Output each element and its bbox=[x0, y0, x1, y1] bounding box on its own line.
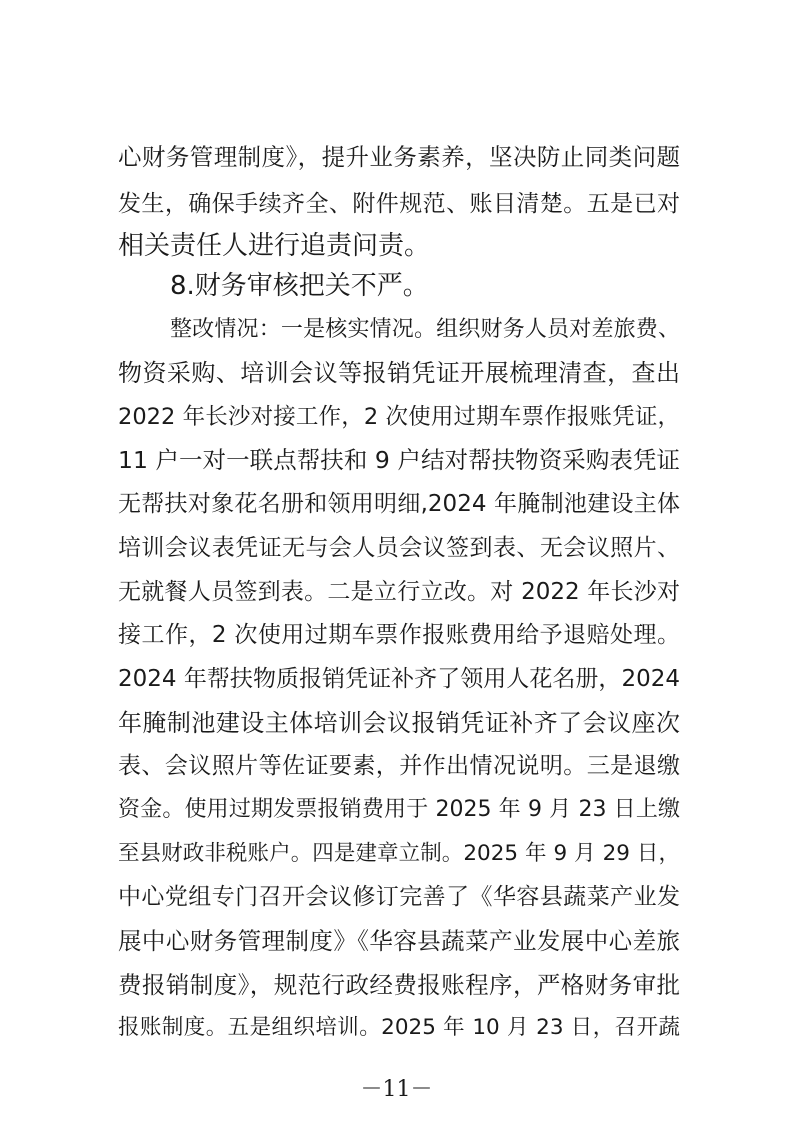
text-line: 整改情况：一是核实情况。组织财务人员对差旅费、 bbox=[170, 317, 680, 342]
text-line: 培训会议表凭证无与会人员会议签到表、无会议照片、 bbox=[118, 535, 680, 561]
text-line: 无帮扶对象花名册和领用明细,2024 年腌制池建设主体 bbox=[118, 491, 680, 517]
text-line: 相关责任人进行追责问责。 bbox=[118, 231, 431, 261]
page-number: －11－ bbox=[360, 1077, 433, 1102]
text-line: 表、会议照片等佐证要素，并作出情况说明。三是退缴 bbox=[118, 753, 680, 779]
text-line: 2022 年长沙对接工作，2 次使用过期车票作报账凭证， bbox=[118, 404, 680, 430]
text-line: 2024 年帮扶物质报销凭证补齐了领用人花名册，2024 bbox=[118, 666, 680, 692]
text-line: 中心党组专门召开会议修订完善了《华容县蔬菜产业发 bbox=[118, 884, 680, 910]
text-line: 年腌制池建设主体培训会议报销凭证补齐了会议座次 bbox=[118, 709, 680, 737]
text-line: 心财务管理制度》，提升业务素养，坚决防止同类问题 bbox=[118, 143, 680, 171]
text-line: 报账制度。五是组织培训。2025 年 10 月 23 日，召开蔬 bbox=[118, 1015, 680, 1040]
text-line: 资金。使用过期发票报销费用于 2025 年 9 月 23 日上缴 bbox=[118, 797, 680, 822]
text-line: 物资采购、培训会议等报销凭证开展梳理清查，查出 bbox=[118, 359, 680, 387]
text-line: 费报销制度》，规范行政经费报账程序，严格财务审批 bbox=[118, 971, 680, 999]
text-line: 展中心财务管理制度》《华容县蔬菜产业发展中心差旅 bbox=[118, 927, 680, 955]
section-heading: 8.财务审核把关不严。 bbox=[170, 271, 429, 301]
text-line: 发生，确保手续齐全、附件规范、账目清楚。五是已对 bbox=[118, 191, 680, 217]
text-line: 无就餐人员签到表。二是立行立改。对 2022 年长沙对 bbox=[118, 579, 680, 605]
text-line: 接工作，2 次使用过期车票作报账费用给予退赔处理。 bbox=[118, 622, 680, 648]
text-line: 11 户一对一联点帮扶和 9 户结对帮扶物资采购表凭证 bbox=[118, 446, 680, 474]
text-line: 至县财政非税账户。四是建章立制。2025 年 9 月 29 日， bbox=[118, 841, 680, 866]
